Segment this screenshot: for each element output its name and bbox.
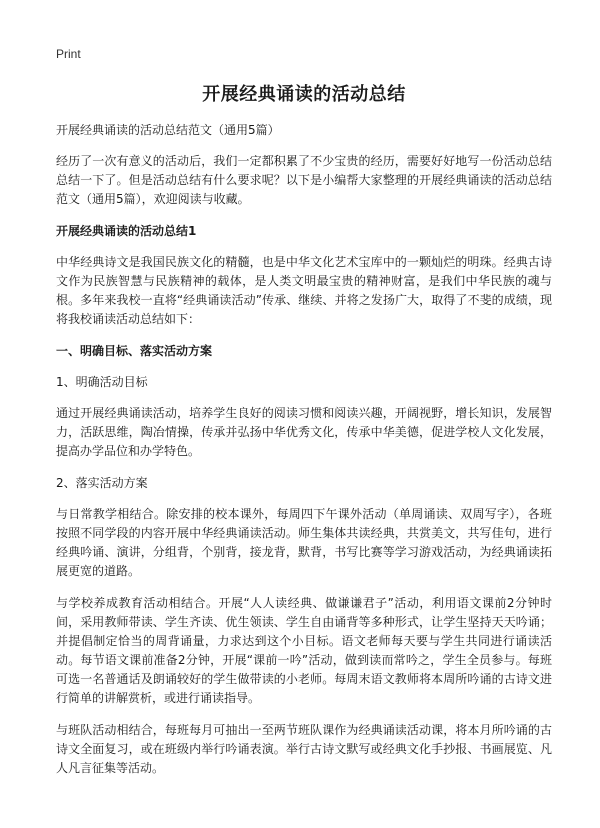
document-body [56,121,552,791]
plan-paragraph-habits: 与学校养成教育活动相结合。开展“人人读经典、做谦谦君子”活动，利用语文课前2分钟时间，采用教师带读、学生齐读、优生领读、学生自由诵背等多种形式，让学生坚持天天吟诵；并提倡制定恰当的周背诵量，力求达到这个小目标。语文老师每天要与学生共同进行诵读活动。每节语文课前准备2分钟，开展“课前一吟”活动，做到读而常吟之，学生全员参与。每班可选一名普通话及朗诵较好的学生做带读的小老师。每周末语文教师将本周所吟诵的古诗文进行简单的讲解赏析，或进行诵读指导。 [56,596,552,705]
section-intro-paragraph: 中华经典诗文是我国民族文化的精髓，也是中华文化艺术宝库中的一颗灿烂的明珠。经典古诗文作为民族智慧与民族精神的载体，是人类文明最宝贵的精神财富，是我们中华民族的魂与根。多年来我校一直将“经典诵读活动”传承、继续、并将之发扬广大，取得了不斐的成绩，现将我校诵读活动总结如下： [56,255,552,326]
document-subtitle: 开展经典诵读的活动总结范文（通用5篇） [56,123,280,137]
goals-paragraph: 通过开展经典诵读活动，培养学生良好的阅读习惯和阅读兴趣，开阔视野，增长知识，发展智力，活跃思维，陶冶情操，传承并弘扬中华优秀文化，传承中华美德，促进学校人文化发展，提高办学品位和办学特色。 [56,406,552,458]
item-heading-plan: 2、落实活动方案 [56,476,148,490]
page-title: 开展经典诵读的活动总结 [202,84,406,105]
item-heading-goals: 1、明确活动目标 [56,375,148,389]
plan-paragraph-teaching: 与日常教学相结合。除安排的校本课外，每周四下午课外活动（单周诵读、双周写字），各班按照不同学段的内容开展中华经典诵读活动。师生集体共读经典，共赏美文，共写佳句，进行经典吟诵、演讲，分组背，个别背，接龙背，默背，书写比赛等学习游戏活动，为经典诵读拓展更宽的道路。 [56,507,552,578]
plan-paragraph-class-activities: 与班队活动相结合，每班每月可抽出一至两节班队课作为经典诵读活动课，将本月所吟诵的古诗文全面复习，或在班级内举行吟诵表演。举行古诗文默写或经典文化手抄报、书画展览、凡人凡言征集等活动。 [56,723,552,775]
section-heading: 开展经典诵读的活动总结1 [56,224,197,238]
part-heading: 一、明确目标、落实活动方案 [56,344,213,358]
print-link[interactable]: Print [56,47,81,61]
intro-paragraph: 经历了一次有意义的活动后，我们一定都积累了不少宝贵的经历，需要好好地写一份活动总结总结一下了。但是活动总结有什么要求呢？以下是小编帮大家整理的开展经典诵读的活动总结范文（通用5篇），欢迎阅读与收藏。 [56,154,552,206]
